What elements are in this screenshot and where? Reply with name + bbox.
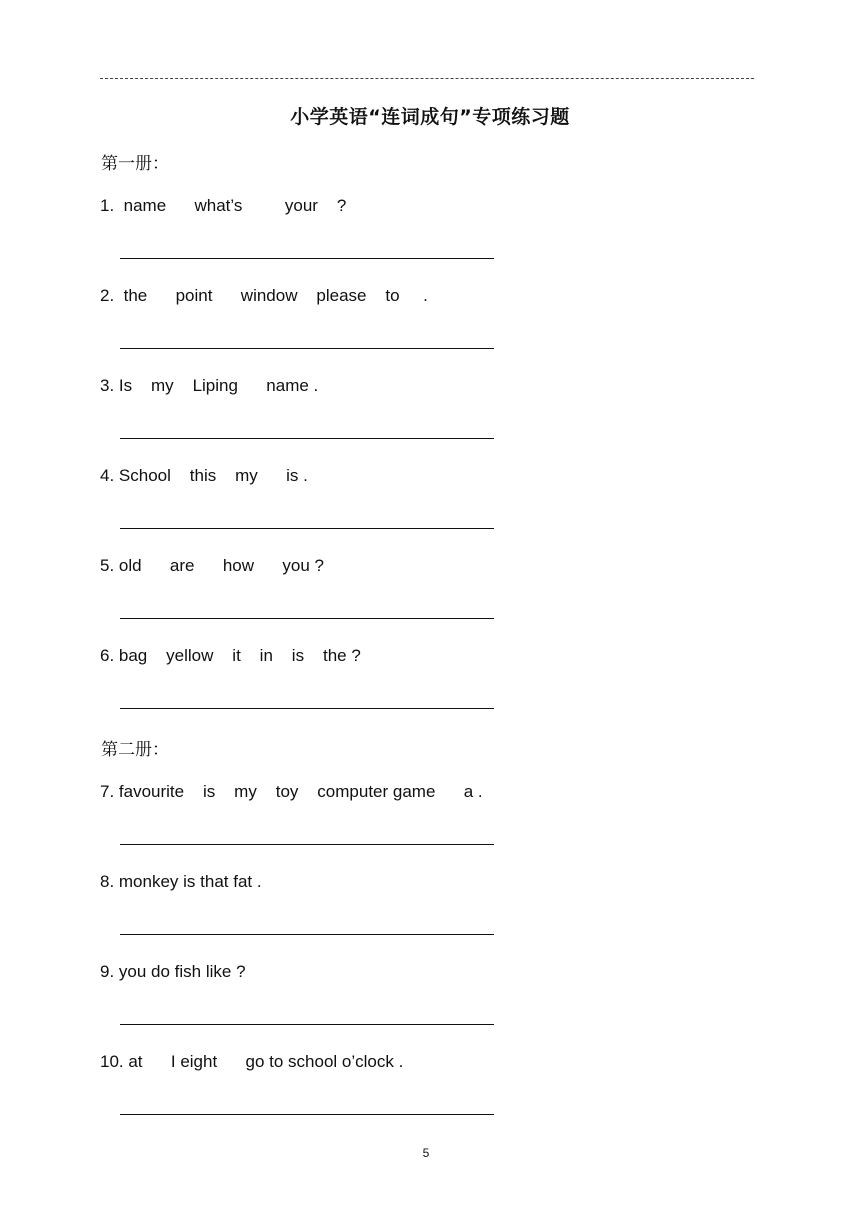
answer-line-7[interactable] xyxy=(120,844,494,845)
answer-line-8[interactable] xyxy=(120,934,494,935)
answer-line-4[interactable] xyxy=(120,528,494,529)
section-heading-book1: 第一册： xyxy=(101,154,169,174)
header-dashed-rule xyxy=(100,78,754,79)
answer-line-2[interactable] xyxy=(120,348,494,349)
question-9: 9. you do fish like ? xyxy=(100,962,246,981)
question-7: 7. favourite is my toy computer game a . xyxy=(100,782,483,801)
question-8: 8. monkey is that fat . xyxy=(100,872,262,891)
question-6: 6. bag yellow it in is the ? xyxy=(100,646,361,665)
answer-line-1[interactable] xyxy=(120,258,494,259)
answer-line-10[interactable] xyxy=(120,1114,494,1115)
answer-line-6[interactable] xyxy=(120,708,494,709)
question-10: 10. at I eight go to school o’clock . xyxy=(100,1052,404,1071)
answer-line-9[interactable] xyxy=(120,1024,494,1025)
page-title: 小学英语“连词成句”专项练习题 xyxy=(290,106,570,128)
page-number: 5 xyxy=(422,1146,430,1160)
question-3: 3. Is my Liping name . xyxy=(100,376,319,395)
answer-line-3[interactable] xyxy=(120,438,494,439)
question-1: 1. name what’s your ? xyxy=(100,196,347,215)
question-5: 5. old are how you ? xyxy=(100,556,324,575)
section-heading-book2: 第二册： xyxy=(101,740,169,760)
question-2: 2. the point window please to . xyxy=(100,286,428,305)
answer-line-5[interactable] xyxy=(120,618,494,619)
question-4: 4. School this my is . xyxy=(100,466,308,485)
